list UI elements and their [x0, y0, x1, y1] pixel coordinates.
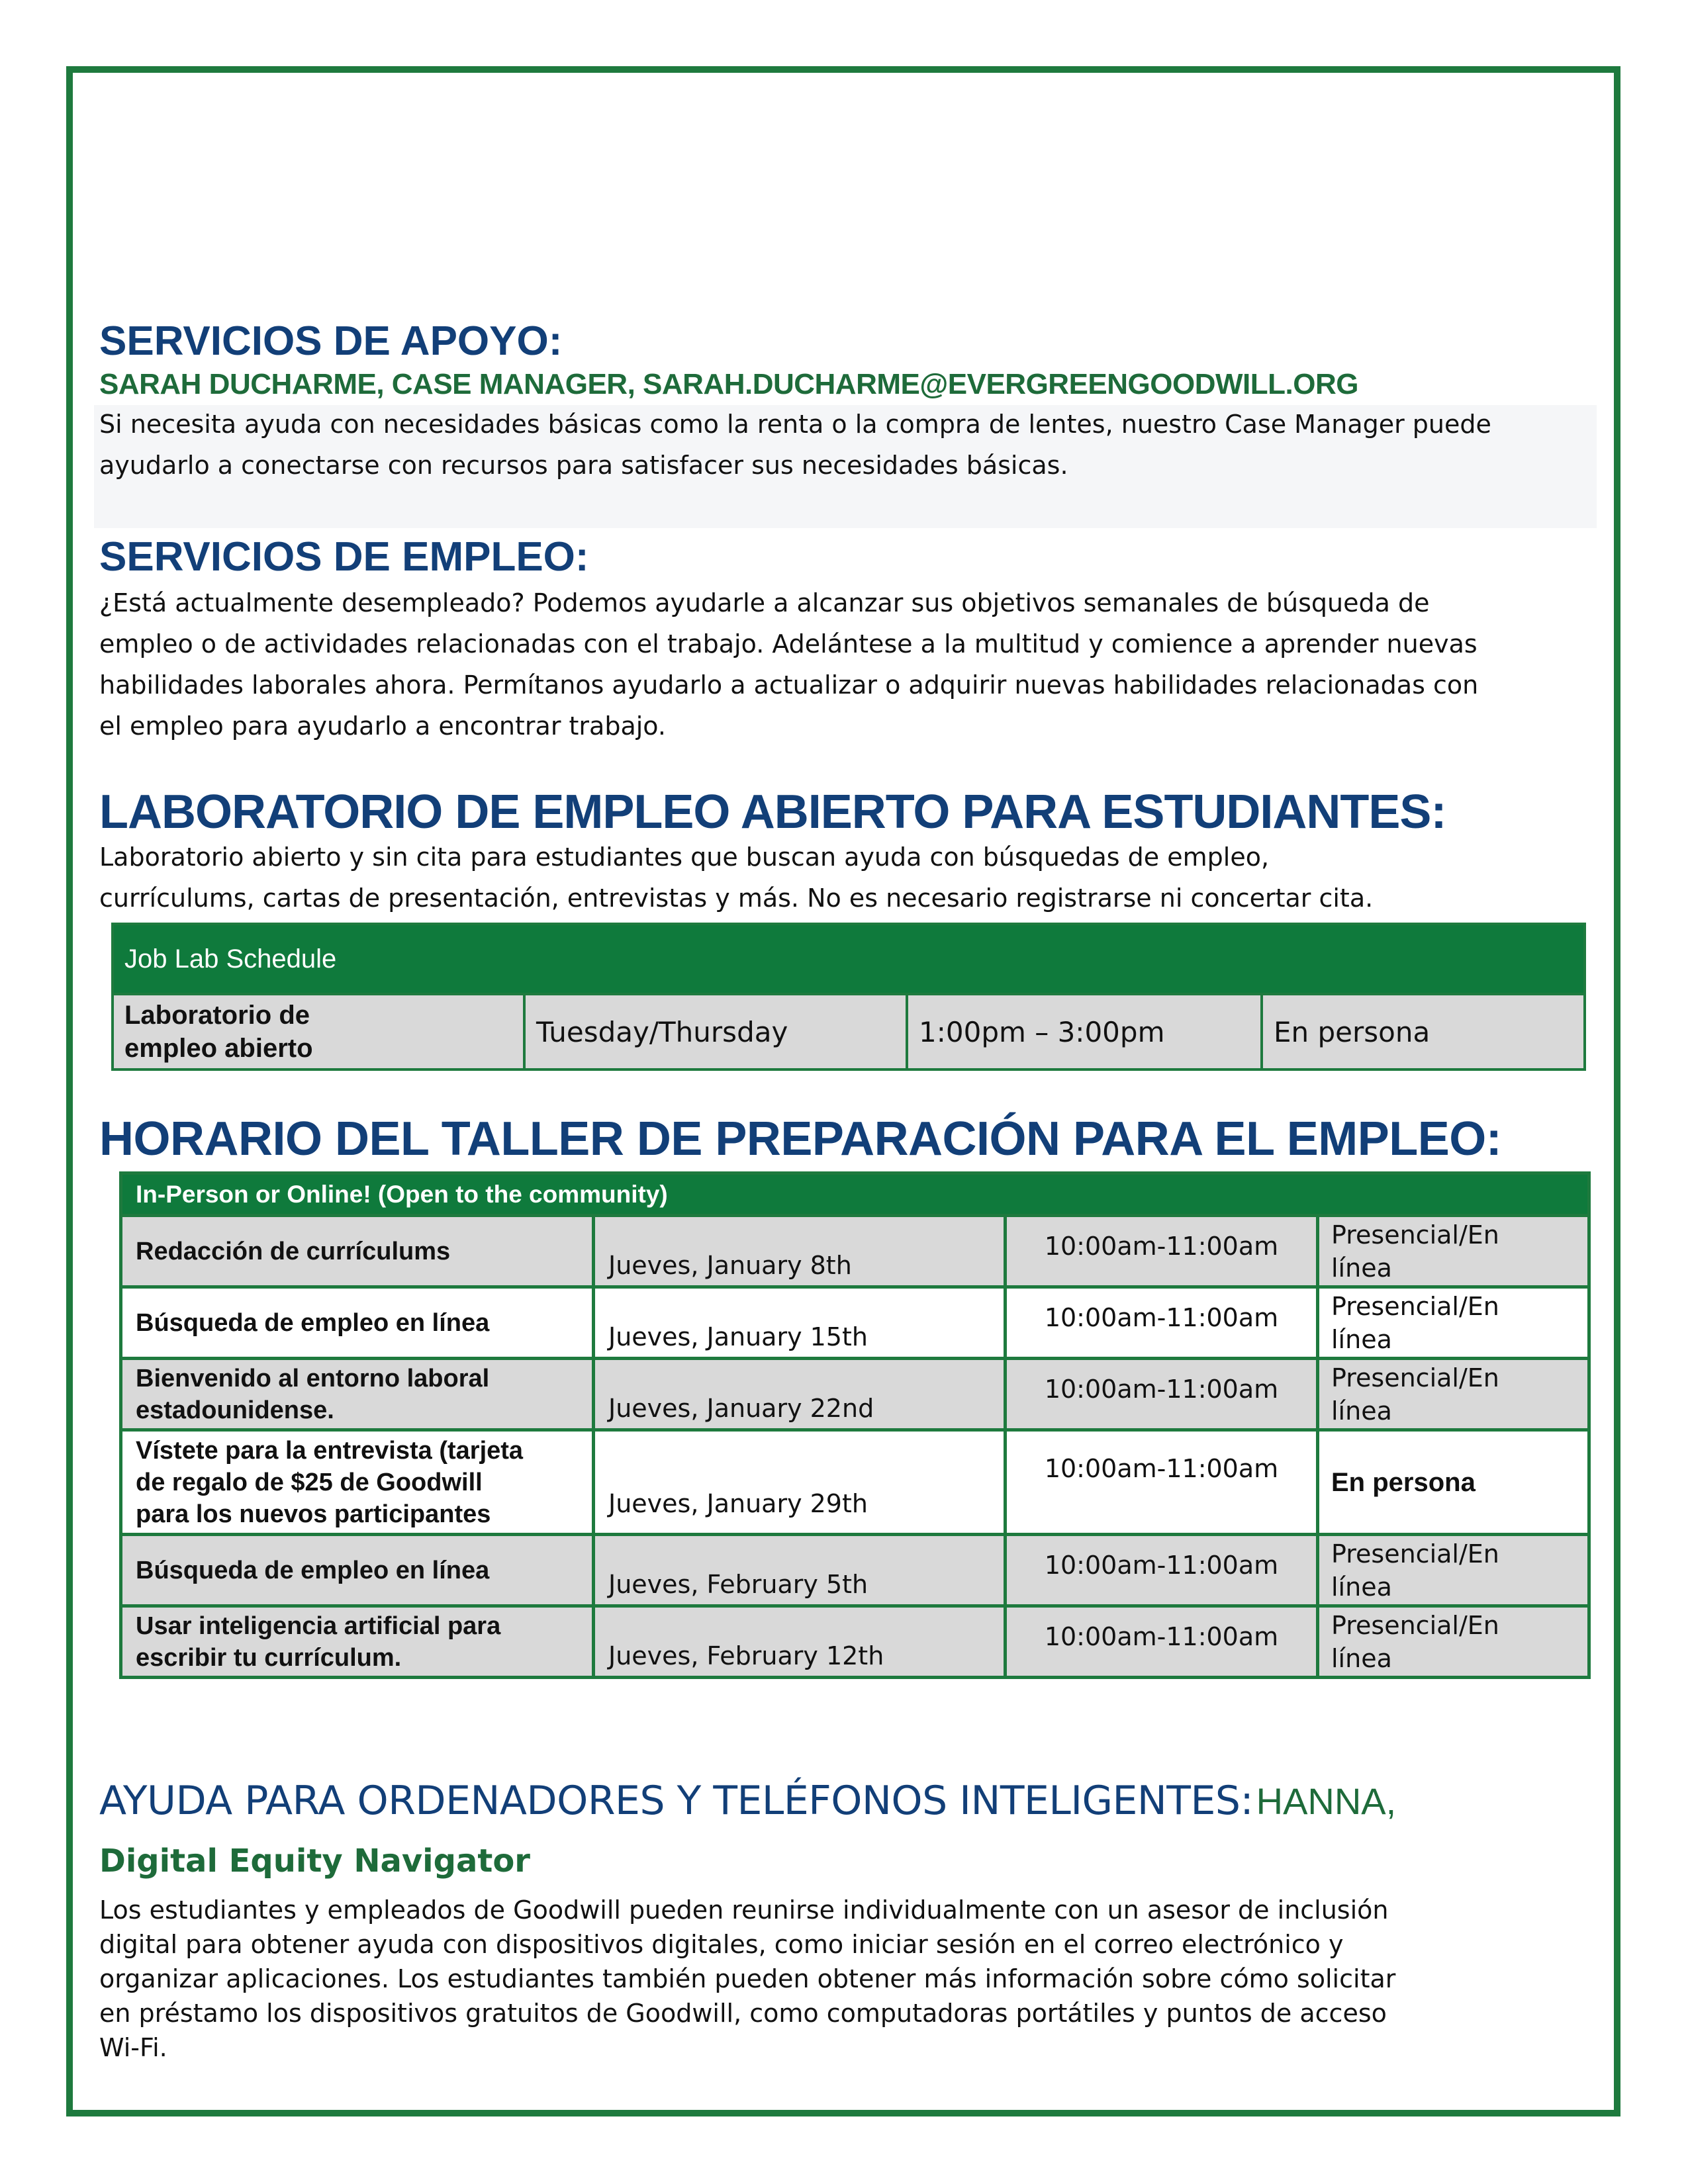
support-contact: SARAH DUCHARME, CASE MANAGER, SARAH.DUCHARME@EVERGREENGOODWILL.ORG [99, 368, 1358, 400]
digital-subheading: Digital Equity Navigator [99, 1843, 530, 1880]
workshop-mode-line: Presencial/En [1331, 1291, 1499, 1321]
joblab-table-header: Job Lab Schedule [113, 924, 1585, 994]
workshop-mode-line: línea [1331, 1253, 1392, 1283]
workshop-time-cell: 10:00am-11:00am [1006, 1287, 1318, 1359]
digital-heading-text: AYUDA PARA ORDENADORES Y TELÉFONOS INTELIGENTES: [99, 1778, 1254, 1824]
workshop-mode-line: línea [1331, 1396, 1392, 1426]
workshop-name-line: Bienvenido al entorno laboral [136, 1364, 490, 1392]
workshop-name-line: Búsqueda de empleo en línea [136, 1556, 490, 1584]
workshop-name-cell [121, 1430, 594, 1535]
workshop-name-line: Redacción de currículums [136, 1237, 451, 1265]
workshop-name-line: Usar inteligencia artificial para [136, 1612, 501, 1640]
support-body-line: Si necesita ayuda con necesidades básicas como la renta o la compra de lentes, nuestro Case Manager puede [99, 410, 1491, 439]
workshop-time-cell: 10:00am-11:00am [1006, 1216, 1318, 1287]
digital-body-line: Wi-Fi. [99, 2033, 167, 2062]
workshop-mode-cell [1318, 1287, 1589, 1359]
workshop-date-cell: Jueves, February 5th [594, 1535, 1006, 1606]
workshop-mode-line: línea [1331, 1643, 1392, 1673]
digital-body-line: en préstamo los dispositivos gratuitos de Goodwill, como computadoras portátiles y puntos de acceso [99, 1999, 1387, 2028]
workshop-mode-line: Presencial/En [1331, 1220, 1499, 1250]
workshop-mode-line: línea [1331, 1572, 1392, 1602]
workshops-table-header: In-Person or Online! (Open to the community) [121, 1173, 1589, 1216]
joblab-body-line: Laboratorio abierto y sin cita para estudiantes que buscan ayuda con búsquedas de empleo, [99, 842, 1270, 872]
workshop-name-line: Vístete para la entrevista (tarjeta [136, 1436, 524, 1465]
workshop-time-cell: 10:00am-11:00am [1006, 1535, 1318, 1606]
employment-body [99, 582, 1478, 747]
joblab-name-line: Laboratorio de [124, 1001, 310, 1030]
workshops-schedule-table [119, 1171, 1591, 1679]
workshop-mode-cell [1318, 1535, 1589, 1606]
workshop-mode-line: Presencial/En [1331, 1363, 1499, 1392]
workshop-name-cell [121, 1287, 594, 1359]
digital-body-line: digital para obtener ayuda con dispositivos digitales, como iniciar sesión en el correo electrónico y [99, 1930, 1344, 1959]
workshop-name-line: Búsqueda de empleo en línea [136, 1308, 490, 1337]
joblab-body-line: currículums, cartas de presentación, entrevistas y más. No es necesario registrarse ni concertar cita. [99, 884, 1374, 913]
workshop-date-cell: Jueves, January 29th [594, 1430, 1006, 1535]
workshop-name-line: de regalo de $25 de Goodwill [136, 1468, 483, 1496]
workshop-mode-cell [1318, 1216, 1589, 1287]
joblab-heading: LABORATORIO DE EMPLEO ABIERTO PARA ESTUDIANTES: [99, 786, 1446, 839]
digital-heading-name: HANNA, [1256, 1780, 1397, 1822]
workshop-time-cell: 10:00am-11:00am [1006, 1606, 1318, 1678]
workshop-name-line: escribir tu currículum. [136, 1643, 402, 1672]
employment-body-line: el empleo para ayudarlo a encontrar trabajo. [99, 711, 666, 741]
employment-body-line: habilidades laborales ahora. Permítanos ayudarlo a actualizar o adquirir nuevas habilidades relacionadas con [99, 670, 1479, 700]
workshop-date-cell: Jueves, February 12th [594, 1606, 1006, 1678]
table-row [121, 1359, 1589, 1430]
workshop-mode-line: Presencial/En [1331, 1539, 1499, 1569]
workshop-name-cell [121, 1606, 594, 1678]
table-row [121, 1216, 1589, 1287]
joblab-time-cell: 1:00pm – 3:00pm [907, 994, 1262, 1069]
employment-heading: SERVICIOS DE EMPLEO: [99, 534, 589, 580]
digital-body [99, 1893, 1395, 2065]
table-row [121, 1606, 1589, 1678]
table-header-row [113, 924, 1585, 994]
workshop-name-line: estadounidense. [136, 1396, 334, 1424]
table-header-row [121, 1173, 1589, 1216]
joblab-name-line: empleo abierto [124, 1034, 313, 1063]
workshop-date-cell: Jueves, January 8th [594, 1216, 1006, 1287]
digital-body-line: organizar aplicaciones. Los estudiantes también pueden obtener más información sobre cómo solicitar [99, 1964, 1396, 1993]
table-row [121, 1287, 1589, 1359]
workshop-mode-line: Presencial/En [1331, 1610, 1499, 1640]
support-body [99, 404, 1491, 486]
workshop-time-cell: 10:00am-11:00am [1006, 1430, 1318, 1535]
workshop-date-cell: Jueves, January 22nd [594, 1359, 1006, 1430]
digital-body-line: Los estudiantes y empleados de Goodwill pueden reunirse individualmente con un asesor de inclusión [99, 1895, 1389, 1925]
workshop-mode-line: línea [1331, 1324, 1392, 1354]
workshop-name-line: para los nuevos participantes [136, 1500, 491, 1528]
joblab-body [99, 837, 1373, 919]
workshop-name-cell [121, 1359, 594, 1430]
workshops-heading: HORARIO DEL TALLER DE PREPARACIÓN PARA EL EMPLEO: [99, 1113, 1502, 1165]
employment-body-line: empleo o de actividades relacionadas con el trabajo. Adelántese a la multitud y comience a aprender nuevas [99, 629, 1477, 659]
employment-body-line: ¿Está actualmente desempleado? Podemos ayudarle a alcanzar sus objetivos semanales de búsqueda de [99, 588, 1430, 617]
support-body-line: ayudarlo a conectarse con recursos para satisfacer sus necesidades básicas. [99, 451, 1068, 480]
joblab-name-cell [113, 994, 524, 1069]
workshop-date-cell: Jueves, January 15th [594, 1287, 1006, 1359]
table-row [121, 1535, 1589, 1606]
joblab-days-cell: Tuesday/Thursday [524, 994, 907, 1069]
workshop-mode-cell: En persona [1318, 1430, 1589, 1535]
workshop-name-cell [121, 1535, 594, 1606]
workshop-mode-cell [1318, 1606, 1589, 1678]
table-row [121, 1430, 1589, 1535]
joblab-schedule-table [111, 923, 1586, 1071]
table-row [113, 994, 1585, 1069]
workshop-time-cell: 10:00am-11:00am [1006, 1359, 1318, 1430]
joblab-mode-cell: En persona [1262, 994, 1585, 1069]
support-heading: SERVICIOS DE APOYO: [99, 318, 563, 364]
workshop-name-cell [121, 1216, 594, 1287]
digital-heading [99, 1778, 1396, 1824]
workshop-mode-cell [1318, 1359, 1589, 1430]
